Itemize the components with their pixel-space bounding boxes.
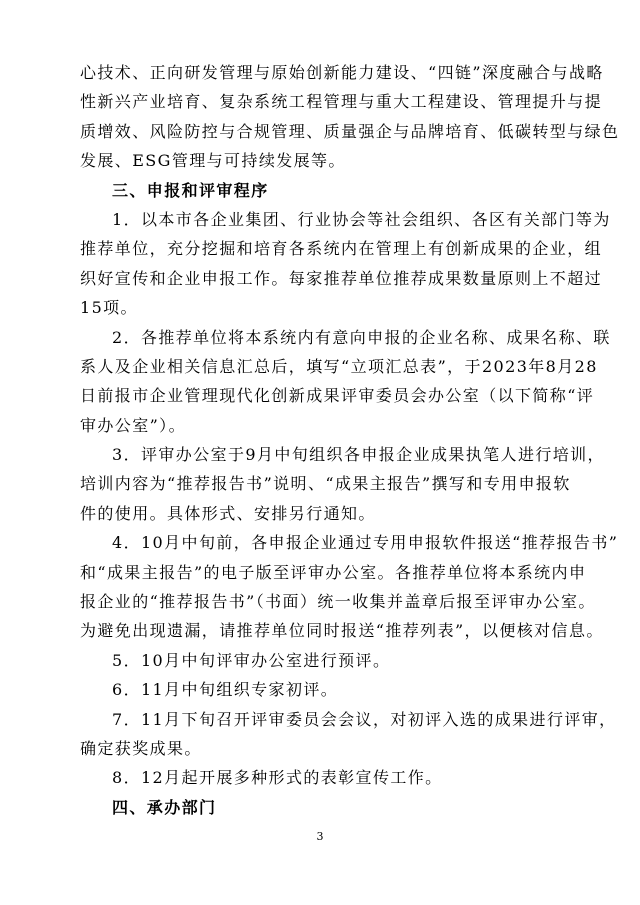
text-line: 推荐单位，充分挖掘和培育各系统内在管理上有创新成果的企业，组 <box>80 239 603 259</box>
text-line: 日前报市企业管理现代化创新成果评审委员会办公室（以下简称“评 <box>80 386 595 406</box>
text-line: 1．以本市各企业集团、行业协会等社会组织、各区有关部门等为 <box>112 209 611 229</box>
text-line: 3．评审办公室于9月中旬组织各申报企业成果执笔人进行培训， <box>112 445 605 465</box>
page-number: 3 <box>316 830 324 843</box>
text-line: 系人及企业相关信息汇总后，填写“立项汇总表”，于2023年8月28 <box>80 356 598 376</box>
text-line: 质增效、风险防控与合规管理、质量强企与品牌培育、低碳转型与绿色 <box>80 121 620 141</box>
text-line: 7．11月下旬召开评审委员会会议，对初评入选的成果进行评审， <box>112 709 617 729</box>
text-line: 为避免出现遗漏，请推荐单位同时报送“推荐列表”，以便核对信息。 <box>80 621 604 641</box>
text-line: 件的使用。具体形式、安排另行通知。 <box>80 503 376 523</box>
document-body <box>80 58 620 822</box>
text-line: 和“成果主报告”的电子版至评审办公室。各推荐单位将本系统内申 <box>80 562 587 582</box>
section-heading: 四、承办部门 <box>112 797 217 817</box>
text-line: 8．12月起开展多种形式的表彰宣传工作。 <box>112 768 443 788</box>
text-line: 15项。 <box>80 298 138 318</box>
text-line: 2．各推荐单位将本系统内有意向申报的企业名称、成果名称、联 <box>112 327 611 347</box>
text-line: 织好宣传和企业申报工作。每家推荐单位推荐成果数量原则上不超过 <box>80 268 603 288</box>
text-line: 培训内容为“推荐报告书”说明、“成果主报告”撰写和专用申报软 <box>80 474 571 494</box>
text-line: 发展、ESG管理与可持续发展等。 <box>80 151 346 171</box>
text-line: 确定获奖成果。 <box>80 738 202 758</box>
section-heading: 三、申报和评审程序 <box>112 180 269 200</box>
text-line: 报企业的“推荐报告书”（书面）统一收集并盖章后报至评审办公室。 <box>80 592 596 612</box>
text-line: 6．11月中旬组织专家初评。 <box>112 680 339 700</box>
text-line: 4．10月中旬前，各申报企业通过专用申报软件报送“推荐报告书” <box>112 533 619 553</box>
text-line: 5．10月中旬评审办公室进行预评。 <box>112 650 391 670</box>
text-line: 性新兴产业培育、复杂系统工程管理与重大工程建设、管理提升与提 <box>80 92 603 112</box>
text-line: 审办公室”）。 <box>80 415 186 435</box>
text-line: 心技术、正向研发管理与原始创新能力建设、“四链”深度融合与战略 <box>80 63 604 82</box>
